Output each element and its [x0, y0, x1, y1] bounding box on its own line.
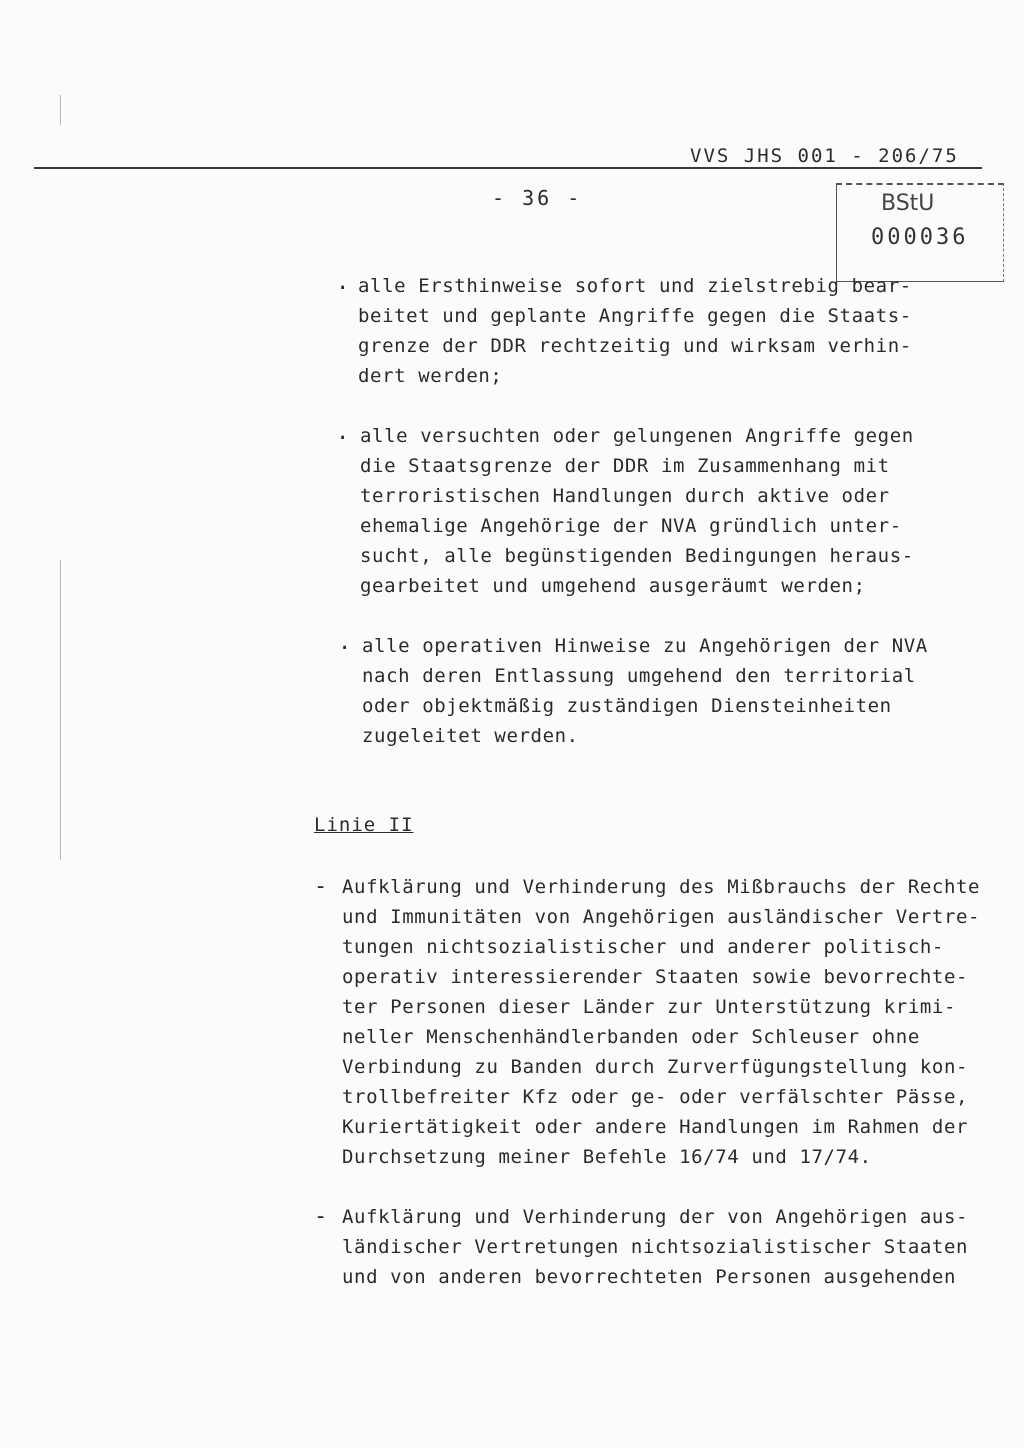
dash-2-line: und von anderen bevorrechteten Personen ausgehenden: [342, 1266, 956, 1288]
scan-margin-mark: [60, 95, 61, 125]
bullet-1-line: grenze der DDR rechtzeitig und wirksam verhin-: [358, 335, 912, 357]
bullet-2-line: ehemalige Angehörige der NVA gründlich unter-: [360, 515, 902, 537]
bullet-1-line: alle Ersthinweise sofort und zielstrebig bear-: [358, 275, 912, 297]
bullet-marker: .: [336, 420, 350, 445]
page-number: - 36 -: [492, 186, 583, 210]
bullet-3-line: zugeleitet werden.: [362, 725, 579, 747]
stamp-number: 000036: [871, 225, 969, 250]
bullet-2-line: die Staatsgrenze der DDR im Zusammenhang mit: [360, 455, 890, 477]
bullet-2-line: terroristischen Handlungen durch aktive oder: [360, 485, 890, 507]
dash-1-line: tungen nichtsozialistischer und anderer politisch-: [342, 936, 944, 958]
bullet-1-line: dert werden;: [358, 365, 503, 387]
dash-1-line: neller Menschenhändlerbanden oder Schleuser ohne: [342, 1026, 920, 1048]
dash-1-line: Kuriertätigkeit oder andere Handlungen im Rahmen der: [342, 1116, 969, 1138]
bullet-1-line: beitet und geplante Angriffe gegen die Staats-: [358, 305, 912, 327]
bullet-3-line: alle operativen Hinweise zu Angehörigen der NVA: [362, 635, 928, 657]
dash-1-line: ter Personen dieser Länder zur Unterstützung krimi-: [342, 996, 956, 1018]
bullet-2-line: gearbeitet und umgehend ausgeräumt werden;: [360, 575, 866, 597]
stamp-agency: BStU: [881, 191, 935, 216]
dash-1-line: Aufklärung und Verhinderung des Mißbrauchs der Rechte: [342, 876, 981, 898]
dash-2-line: ländischer Vertretungen nichtsozialistischer Staaten: [342, 1236, 969, 1258]
dash-1-line: operativ interessierender Staaten sowie bevorrechte-: [342, 966, 969, 988]
dash-1-line: Durchsetzung meiner Befehle 16/74 und 17/74.: [342, 1146, 872, 1168]
section-heading: Linie II: [314, 814, 414, 836]
bullet-3-line: oder objektmäßig zuständigen Diensteinheiten: [362, 695, 892, 717]
dash-marker: -: [314, 874, 328, 899]
bullet-3-line: nach deren Entlassung umgehend den territorial: [362, 665, 916, 687]
dash-1-line: Verbindung zu Banden durch Zurverfügungstellung kon-: [342, 1056, 969, 1078]
scan-margin-mark: [60, 560, 61, 860]
document-reference: VVS JHS 001 - 206/75: [690, 145, 959, 167]
dash-marker: -: [314, 1204, 328, 1229]
bullet-2-line: sucht, alle begünstigenden Bedingungen heraus-: [360, 545, 914, 567]
archive-stamp: [836, 183, 1004, 282]
bullet-2-line: alle versuchten oder gelungenen Angriffe gegen: [360, 425, 914, 447]
dash-1-line: trollbefreiter Kfz oder ge- oder verfälschter Pässe,: [342, 1086, 969, 1108]
dash-2-line: Aufklärung und Verhinderung der von Angehörigen aus-: [342, 1206, 969, 1228]
bullet-marker: .: [336, 270, 350, 295]
header-rule: [34, 167, 982, 169]
dash-1-line: und Immunitäten von Angehörigen ausländischer Vertre-: [342, 906, 981, 928]
bullet-marker: .: [338, 630, 352, 655]
